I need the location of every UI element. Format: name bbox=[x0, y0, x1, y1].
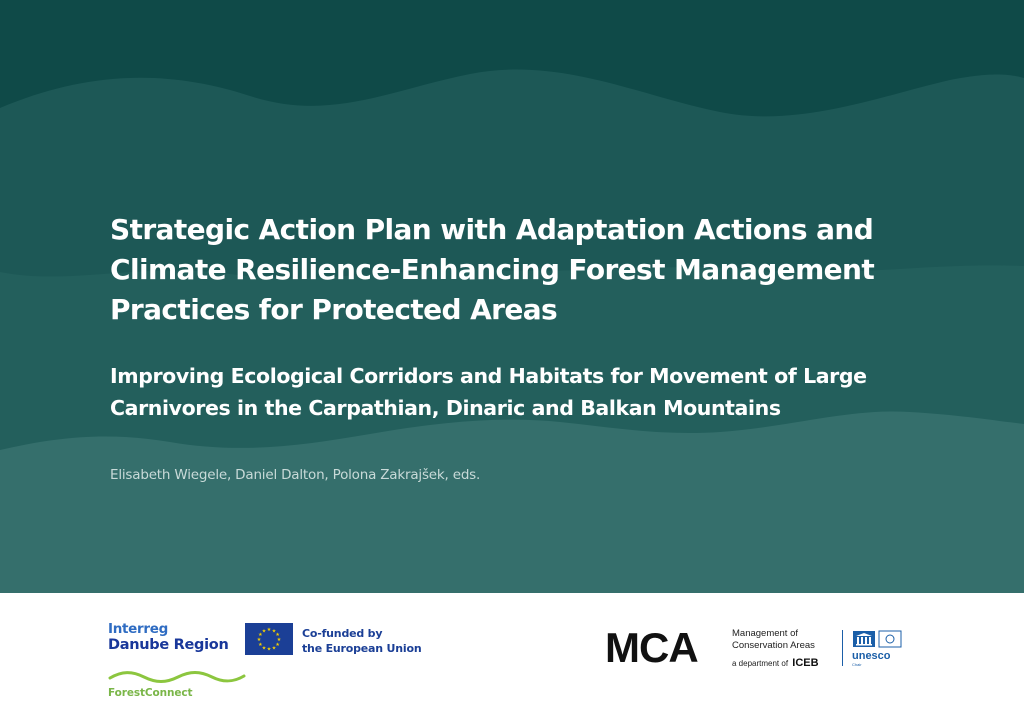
eu-cofunded-text bbox=[302, 626, 421, 656]
logo-divider bbox=[842, 630, 843, 666]
unesco-label: unesco bbox=[852, 650, 891, 662]
svg-text:★: ★ bbox=[256, 636, 262, 643]
eu-text-line2: the European Union bbox=[302, 642, 422, 655]
document-subtitle: Improving Ecological Corridors and Habitats for Movement of Large Carnivores in the Carpathian, Dinaric and Balkan Mountains bbox=[110, 364, 867, 420]
svg-text:★: ★ bbox=[271, 645, 277, 652]
mca-department-line bbox=[732, 657, 819, 670]
forestconnect-wave-icon bbox=[108, 670, 246, 684]
interreg-logo bbox=[108, 622, 228, 654]
unesco-temple-icon bbox=[852, 630, 904, 648]
svg-text:★: ★ bbox=[261, 628, 267, 635]
mca-line2: Conservation Areas bbox=[732, 640, 815, 651]
document-title: Strategic Action Plan with Adaptation Actions and Climate Resilience-Enhancing Forest Management Practices for Protected Areas bbox=[110, 213, 875, 326]
unesco-chair-label: Chair bbox=[852, 662, 862, 667]
mca-description bbox=[732, 628, 815, 652]
iceb-logo: ICEB bbox=[792, 657, 819, 669]
svg-text:★: ★ bbox=[258, 641, 263, 648]
forestconnect-label: ForestConnect bbox=[108, 687, 193, 699]
eu-flag-icon bbox=[245, 623, 293, 655]
svg-text:★: ★ bbox=[266, 646, 272, 653]
eu-text-line1: Co-funded by bbox=[302, 627, 383, 640]
authors-line: Elisabeth Wiegele, Daniel Dalton, Polona Zakrajšek, eds. bbox=[110, 467, 481, 483]
mca-logo: MCA bbox=[605, 624, 698, 671]
svg-text:★: ★ bbox=[275, 641, 280, 648]
danube-region-label: Danube Region bbox=[108, 637, 229, 653]
eu-stars-icon bbox=[245, 623, 293, 655]
mca-line1: Management of bbox=[732, 628, 799, 639]
mca-dept-text: a department of bbox=[732, 659, 789, 668]
svg-text:★: ★ bbox=[271, 628, 277, 635]
svg-text:★: ★ bbox=[258, 631, 263, 638]
svg-text:★: ★ bbox=[261, 645, 267, 652]
svg-text:★: ★ bbox=[276, 636, 282, 643]
interreg-label: Interreg bbox=[108, 621, 168, 637]
svg-text:★: ★ bbox=[266, 627, 272, 633]
svg-text:★: ★ bbox=[275, 631, 280, 638]
